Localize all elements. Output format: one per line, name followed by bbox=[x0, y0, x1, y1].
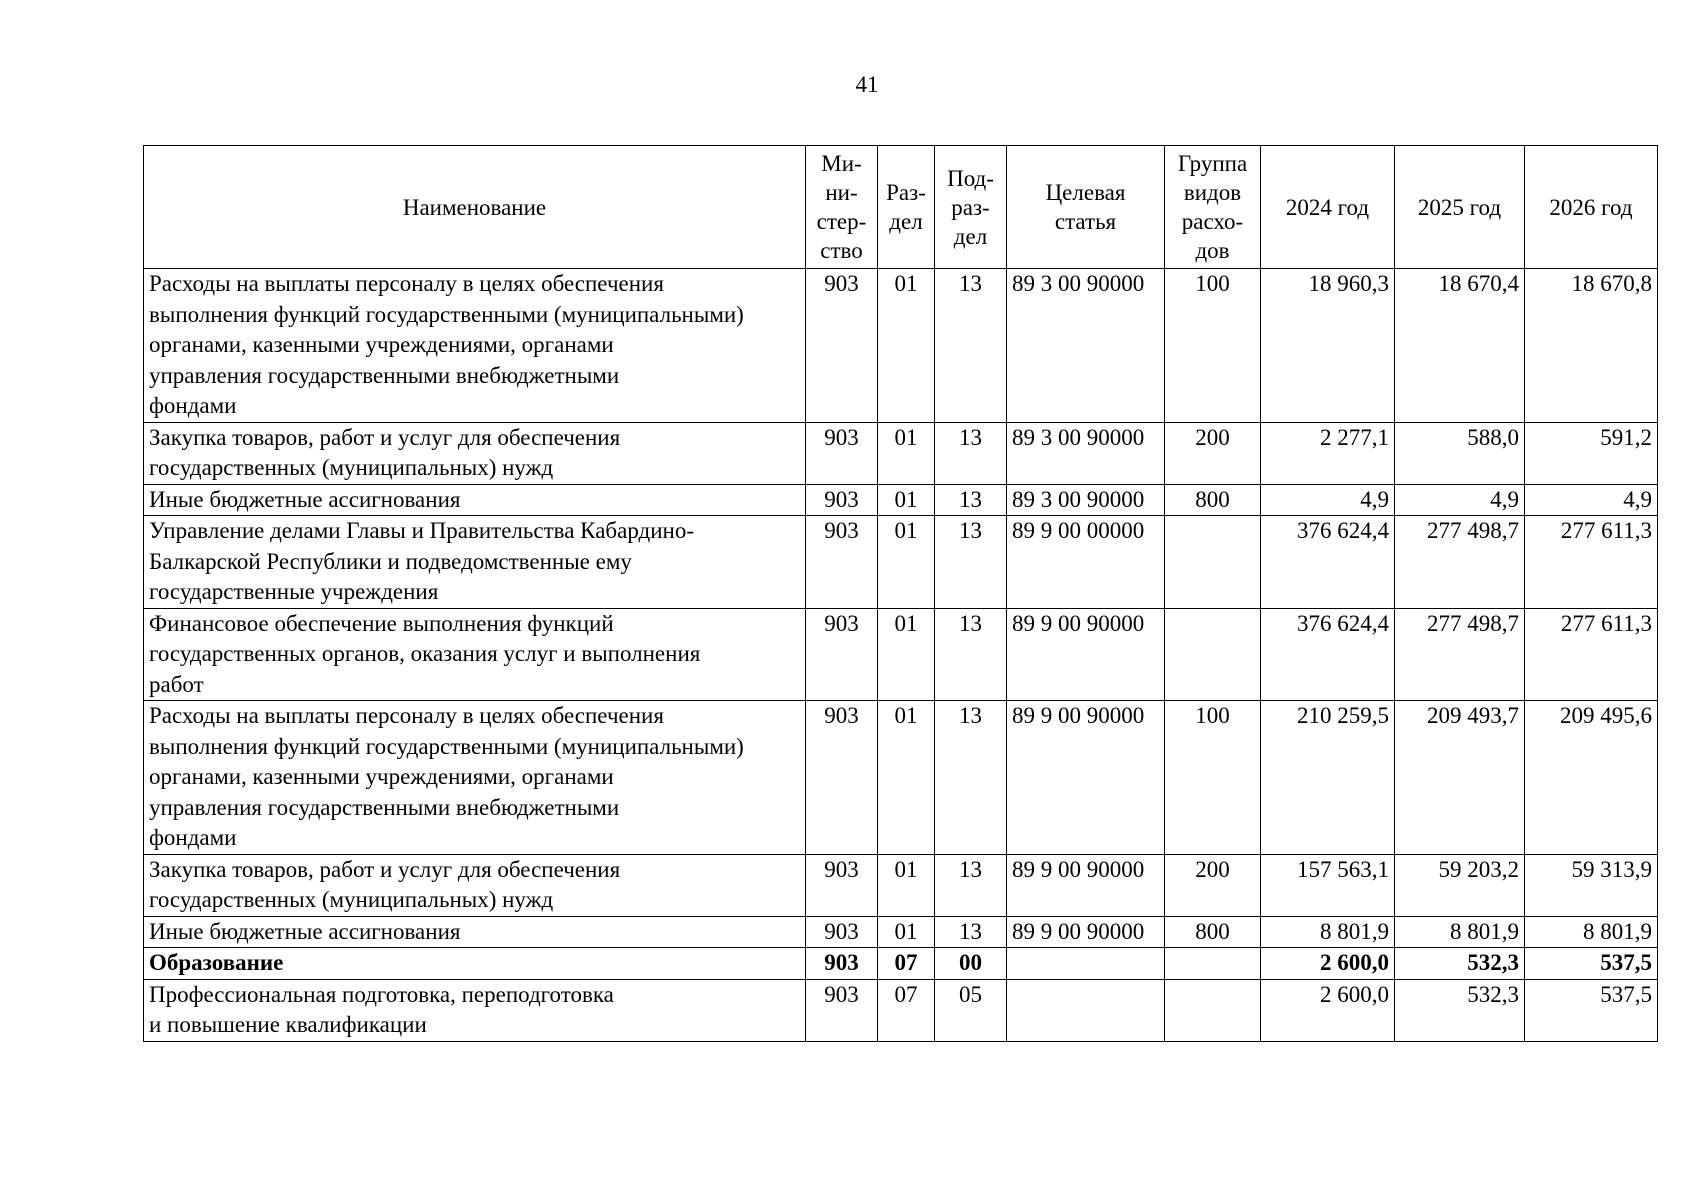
cell-section: 07 bbox=[878, 948, 935, 980]
cell-name-line: управления государственными внебюджетными bbox=[149, 362, 620, 388]
cell-section: 01 bbox=[878, 916, 935, 948]
cell-ministry: 903 bbox=[806, 948, 878, 980]
cell-ministry: 903 bbox=[806, 979, 878, 1041]
cell-2026: 591,2 bbox=[1525, 422, 1658, 484]
cell-2024: 2 277,1 bbox=[1261, 422, 1395, 484]
cell-2026: 18 670,8 bbox=[1525, 269, 1658, 423]
cell-name-line: фондами bbox=[149, 825, 237, 850]
cell-section: 07 bbox=[878, 979, 935, 1041]
cell-name-line: Расходы на выплаты персоналу в целях обеспечения bbox=[149, 271, 664, 296]
cell-2026: 537,5 bbox=[1525, 979, 1658, 1041]
header-line: расхо- bbox=[1181, 209, 1244, 234]
table-row bbox=[144, 484, 1658, 516]
cell-2026: 209 495,6 bbox=[1525, 701, 1658, 855]
cell-name-line: Образование bbox=[149, 950, 284, 975]
cell-2024: 4,9 bbox=[1261, 484, 1395, 516]
cell-target-article: 89 9 00 90000 bbox=[1007, 608, 1165, 701]
cell-name-line: работ bbox=[149, 671, 204, 697]
header-target bbox=[1007, 146, 1165, 269]
cell-section: 01 bbox=[878, 608, 935, 701]
cell-2025: 59 203,2 bbox=[1395, 854, 1525, 916]
header-2025: 2025 год bbox=[1395, 146, 1525, 269]
cell-expense-group: 100 bbox=[1165, 701, 1261, 855]
table-row bbox=[144, 608, 1658, 701]
cell-name-line: Иные бюджетные ассигнования bbox=[149, 918, 461, 944]
cell-2025: 8 801,9 bbox=[1395, 916, 1525, 948]
cell-2024: 18 960,3 bbox=[1261, 269, 1395, 423]
cell-expense-group: 200 bbox=[1165, 422, 1261, 484]
cell-name-line: фондами bbox=[149, 393, 237, 418]
cell-name-line: Расходы на выплаты персоналу в целях обеспечения bbox=[149, 703, 664, 728]
cell-2024: 376 624,4 bbox=[1261, 516, 1395, 609]
budget-table bbox=[143, 145, 1658, 1042]
cell-target-article: 89 9 00 90000 bbox=[1007, 701, 1165, 855]
table-row bbox=[144, 979, 1658, 1041]
cell-name-line: выполнения функций государственными (муниципальными) bbox=[149, 733, 744, 759]
cell-ministry: 903 bbox=[806, 269, 878, 423]
header-line: Группа bbox=[1177, 151, 1248, 176]
header-line: ство bbox=[820, 238, 863, 263]
cell-2025: 18 670,4 bbox=[1395, 269, 1525, 423]
cell-name-line: государственных (муниципальных) нужд bbox=[149, 887, 554, 912]
header-line: Ми- bbox=[821, 151, 862, 176]
cell-name-line: государственные учреждения bbox=[149, 579, 439, 604]
cell-2024: 2 600,0 bbox=[1261, 948, 1395, 980]
cell-section: 01 bbox=[878, 854, 935, 916]
cell-section: 01 bbox=[878, 422, 935, 484]
header-line: статья bbox=[1054, 209, 1117, 234]
cell-2025: 588,0 bbox=[1395, 422, 1525, 484]
cell-subsection: 13 bbox=[935, 701, 1007, 855]
cell-expense-group bbox=[1165, 979, 1261, 1041]
cell-2024: 8 801,9 bbox=[1261, 916, 1395, 948]
cell-2024: 157 563,1 bbox=[1261, 854, 1395, 916]
cell-target-article: 89 3 00 90000 bbox=[1007, 422, 1165, 484]
cell-2025: 209 493,7 bbox=[1395, 701, 1525, 855]
cell-ministry: 903 bbox=[806, 916, 878, 948]
cell-name-line: Управление делами Главы и Правительства Кабардино- bbox=[149, 518, 695, 543]
cell-2025: 532,3 bbox=[1395, 979, 1525, 1041]
cell-name bbox=[144, 608, 806, 701]
cell-name bbox=[144, 916, 806, 948]
cell-section: 01 bbox=[878, 701, 935, 855]
cell-2026: 59 313,9 bbox=[1525, 854, 1658, 916]
cell-subsection: 13 bbox=[935, 608, 1007, 701]
header-line: дов bbox=[1195, 238, 1230, 263]
header-line: дел bbox=[953, 223, 988, 249]
cell-name-line: и повышение квалификации bbox=[149, 1012, 427, 1037]
table-row bbox=[144, 948, 1658, 980]
cell-expense-group: 200 bbox=[1165, 854, 1261, 916]
cell-name-line: Балкарской Республики и подведомственные ему bbox=[149, 548, 632, 574]
cell-2026: 4,9 bbox=[1525, 484, 1658, 516]
cell-name bbox=[144, 269, 806, 423]
table-row bbox=[144, 854, 1658, 916]
cell-name-line: государственных органов, оказания услуг и выполнения bbox=[149, 641, 701, 666]
cell-name-line: Профессиональная подготовка, переподготовка bbox=[149, 981, 614, 1007]
cell-ministry: 903 bbox=[806, 854, 878, 916]
cell-expense-group bbox=[1165, 516, 1261, 609]
header-2024: 2024 год bbox=[1261, 146, 1395, 269]
cell-2025: 532,3 bbox=[1395, 948, 1525, 980]
cell-name-line: Закупка товаров, работ и услуг для обеспечения bbox=[149, 856, 621, 882]
cell-subsection: 13 bbox=[935, 916, 1007, 948]
header-section bbox=[878, 146, 935, 269]
cell-section: 01 bbox=[878, 516, 935, 609]
cell-target-article bbox=[1007, 948, 1165, 980]
header-2026: 2026 год bbox=[1525, 146, 1658, 269]
table-row bbox=[144, 516, 1658, 609]
cell-name-line: Закупка товаров, работ и услуг для обеспечения bbox=[149, 424, 621, 450]
cell-2026: 537,5 bbox=[1525, 948, 1658, 980]
header-subsection bbox=[935, 146, 1007, 269]
page-number: 41 bbox=[855, 72, 879, 97]
cell-name bbox=[144, 979, 806, 1041]
cell-expense-group: 100 bbox=[1165, 269, 1261, 423]
cell-name-line: органами, казенными учреждениями, органами bbox=[149, 332, 614, 357]
cell-expense-group bbox=[1165, 608, 1261, 701]
header-expense-group bbox=[1165, 146, 1261, 269]
cell-subsection: 13 bbox=[935, 854, 1007, 916]
cell-target-article: 89 3 00 90000 bbox=[1007, 269, 1165, 423]
cell-section: 01 bbox=[878, 484, 935, 516]
cell-2025: 277 498,7 bbox=[1395, 516, 1525, 609]
cell-target-article: 89 3 00 90000 bbox=[1007, 484, 1165, 516]
cell-ministry: 903 bbox=[806, 701, 878, 855]
cell-2025: 277 498,7 bbox=[1395, 608, 1525, 701]
cell-ministry: 903 bbox=[806, 608, 878, 701]
cell-2024: 210 259,5 bbox=[1261, 701, 1395, 855]
cell-ministry: 903 bbox=[806, 422, 878, 484]
header-line: видов bbox=[1183, 180, 1242, 205]
cell-name-line: органами, казенными учреждениями, органами bbox=[149, 764, 614, 789]
cell-subsection: 13 bbox=[935, 484, 1007, 516]
cell-name bbox=[144, 516, 806, 609]
cell-target-article: 89 9 00 90000 bbox=[1007, 916, 1165, 948]
table-row bbox=[144, 422, 1658, 484]
cell-name bbox=[144, 484, 806, 516]
cell-name bbox=[144, 701, 806, 855]
cell-name bbox=[144, 854, 806, 916]
header-name: Наименование bbox=[144, 146, 806, 269]
header-line: дел bbox=[889, 209, 923, 234]
cell-2026: 8 801,9 bbox=[1525, 916, 1658, 948]
cell-target-article: 89 9 00 00000 bbox=[1007, 516, 1165, 609]
cell-expense-group: 800 bbox=[1165, 484, 1261, 516]
table-body bbox=[144, 269, 1658, 1042]
cell-ministry: 903 bbox=[806, 484, 878, 516]
cell-name bbox=[144, 948, 806, 980]
cell-expense-group: 800 bbox=[1165, 916, 1261, 948]
cell-name-line: выполнения функций государственными (муниципальными) bbox=[149, 301, 744, 327]
header-line: Под- bbox=[947, 165, 994, 191]
cell-subsection: 13 bbox=[935, 516, 1007, 609]
table-header-row bbox=[144, 146, 1658, 269]
cell-name-line: Иные бюджетные ассигнования bbox=[149, 486, 461, 512]
cell-name-line: Финансовое обеспечение выполнения функций bbox=[149, 610, 614, 636]
table-row bbox=[144, 701, 1658, 855]
header-line: раз- bbox=[951, 194, 990, 220]
cell-2026: 277 611,3 bbox=[1525, 608, 1658, 701]
table-row bbox=[144, 269, 1658, 423]
cell-target-article: 89 9 00 90000 bbox=[1007, 854, 1165, 916]
cell-name-line: государственных (муниципальных) нужд bbox=[149, 455, 554, 480]
cell-subsection: 05 bbox=[935, 979, 1007, 1041]
cell-ministry: 903 bbox=[806, 516, 878, 609]
header-ministry bbox=[806, 146, 878, 269]
header-line: стер- bbox=[816, 209, 867, 234]
cell-target-article bbox=[1007, 979, 1165, 1041]
table-row bbox=[144, 916, 1658, 948]
cell-2024: 2 600,0 bbox=[1261, 979, 1395, 1041]
cell-subsection: 13 bbox=[935, 269, 1007, 423]
header-line: Целевая bbox=[1045, 180, 1126, 205]
header-line: ни- bbox=[825, 180, 858, 205]
cell-section: 01 bbox=[878, 269, 935, 423]
header-line: Раз- bbox=[886, 180, 926, 205]
cell-name-line: управления государственными внебюджетными bbox=[149, 794, 620, 820]
cell-2026: 277 611,3 bbox=[1525, 516, 1658, 609]
cell-2024: 376 624,4 bbox=[1261, 608, 1395, 701]
cell-name bbox=[144, 422, 806, 484]
cell-subsection: 00 bbox=[935, 948, 1007, 980]
cell-expense-group bbox=[1165, 948, 1261, 980]
cell-2025: 4,9 bbox=[1395, 484, 1525, 516]
cell-subsection: 13 bbox=[935, 422, 1007, 484]
